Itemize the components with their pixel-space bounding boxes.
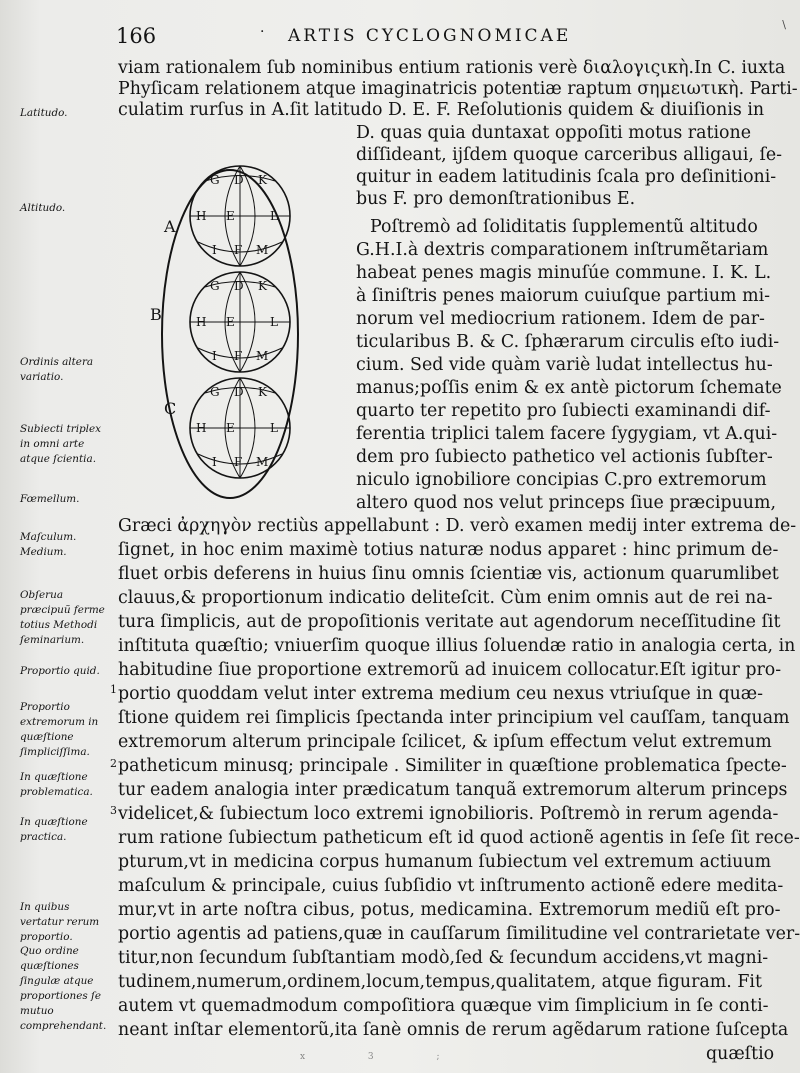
diagram-label: M	[256, 243, 269, 257]
text-line: altero quod nos velut princeps ſiue præcipuum,	[356, 493, 776, 513]
text-line: quarto ter repetito pro ſubiecti examinandi dif-	[356, 401, 771, 421]
running-head: ARTIS CYCLOGNOMICAE	[288, 26, 572, 46]
text-line: extremorum alterum principale ſcilicet, & ipſum effectum velut extremum	[118, 732, 772, 752]
bottom-marks: x 3 ;	[300, 1052, 470, 1062]
diagram-label: G	[210, 385, 220, 399]
diagram-label: D	[234, 385, 244, 399]
diagram-label: G	[210, 173, 220, 187]
margin-note: Proportio extremorum in quæſtione ſimpliciſſima.	[20, 701, 99, 758]
diagram-label: H	[196, 421, 207, 435]
diagram-label: F	[234, 349, 243, 363]
margin-note: In quibus vertatur rerum proportio.	[20, 901, 100, 943]
text-line: habeat penes magis minuſúe commune. I. K. L.	[356, 263, 772, 283]
text-line: ticularibus B. & C. ſphærarum circulis eſto iudi-	[356, 332, 780, 352]
margin-number: 3	[110, 804, 117, 817]
diagram-label: L	[270, 421, 278, 435]
text-line: fluet orbis deferens in huius ſinu omnis ſcientiæ vis, actionum quarumlibet	[118, 564, 779, 584]
text-line: patheticum minusq; principale . Similiter in quæſtione problematica ſpecte-	[118, 756, 787, 776]
margin-note: Maſculum. Medium.	[20, 531, 77, 558]
page-number: 166	[116, 24, 157, 48]
margin-note: Altitudo.	[20, 202, 66, 214]
margin-note: Fœmellum.	[20, 493, 80, 505]
diagram-label: I	[212, 243, 217, 257]
diagram-label: G	[210, 279, 220, 293]
text-line: pturum,vt in medicina corpus humanum ſubiectum vel extremum actiuum	[118, 852, 772, 872]
text-line: à ſiniſtris penes maiorum cuiuſque partium mi-	[356, 286, 771, 306]
diagram-label: D	[234, 279, 244, 293]
text-line: maſculum & principale, cuius ſubſidio vt inſtrumento actionẽ edere medita-	[118, 876, 784, 896]
text-line: autem vt quemadmodum compoſitiora quæque vim ſimplicium in ſe conti-	[118, 996, 769, 1016]
sphere-diagram	[130, 160, 350, 512]
margin-note: Proportio quid.	[20, 665, 100, 677]
diagram-label: E	[226, 315, 235, 329]
text-line: neant inſtar elementorũ,ita ſanè omnis de rerum agẽdarum ratione ſuſcepta	[118, 1020, 789, 1040]
text-line: cium. Sed vide quàm variè ludat intellectus hu-	[356, 355, 773, 375]
diagram-label: B	[150, 305, 162, 324]
text-line: D. quas quia duntaxat oppoſiti motus ratione	[356, 123, 751, 143]
text-line: quitur in eadem latitudinis ſcala pro deſinitioni-	[356, 167, 777, 187]
header-dot: ·	[260, 24, 265, 40]
margin-note: Quo ordine quæſtiones ſingulæ atque proportiones ſe mutuo comprehendant.	[20, 945, 107, 1032]
text-line: portio quoddam velut inter extrema medium ceu nexus vtriuſque in quæ-	[118, 684, 764, 704]
text-line: tur eadem analogia inter prædicatum tanquã extremorum alterum princeps	[118, 780, 788, 800]
diagram-label: L	[270, 315, 278, 329]
diagram-label: F	[234, 455, 243, 469]
text-line: videlicet,& ſubiectum loco extremi ignobilioris. Poſtremò in rerum agenda-	[118, 804, 779, 824]
margin-number: 1	[110, 683, 117, 696]
diagram-label: K	[258, 279, 267, 293]
diagram-label: F	[234, 243, 243, 257]
text-line: habitudine ſiue proportione extremorũ ad inuicem collocatur.Eſt igitur pro-	[118, 660, 782, 680]
text-line: niculo ignobiliore concipias C.pro extremorum	[356, 470, 767, 490]
diagram-label: E	[226, 209, 235, 223]
diagram-label: E	[226, 421, 235, 435]
text-line: viam rationalem ſub nominibus entium rationis verè διαλογιςικὴ.In C. iuxta	[118, 58, 786, 78]
margin-note: Ordinis altera variatio.	[20, 356, 94, 383]
text-line: dem pro ſubiecto pathetico vel actionis ſubſter-	[356, 447, 773, 467]
diagram-label: A	[164, 217, 176, 236]
diagram-label: I	[212, 349, 217, 363]
margin-number: 2	[110, 757, 117, 770]
text-line: Poſtremò ad ſoliditatis ſupplementũ altitudo	[370, 217, 758, 237]
text-line: ſignet, in hoc enim maximè totius naturæ nodus apparet : hinc primum de-	[118, 540, 779, 560]
text-line: clauus,& proportionum indicatio deliteſcit. Cùm enim omnis aut de rei na-	[118, 588, 773, 608]
page-header	[110, 18, 790, 50]
catchword: quæſtio	[706, 1044, 775, 1064]
margin-note: In quæſtione practica.	[20, 816, 88, 843]
text-line: Græci ἀρχηγὸν rectiùs appellabunt : D. verò examen medij inter extrema de-	[118, 516, 797, 536]
text-line: ſtione quidem rei ſimplicis ſpectanda inter principium vel cauſſam, tanquam	[118, 708, 790, 728]
text-line: norum vel mediocrium rationem. Idem de par-	[356, 309, 765, 329]
text-line: titur,non ſecundum ſubſtantiam modò,ſed & ſecundum accidens,vt magni-	[118, 948, 769, 968]
diagram-label: M	[256, 455, 269, 469]
diagram-label: C	[164, 399, 177, 418]
text-line: ferentia triplici talem facere ſygygiam, vt A.qui-	[356, 424, 778, 444]
margin-note: Subiecti triplex in omni arte atque ſcientia.	[20, 423, 102, 465]
diagram-label: I	[212, 455, 217, 469]
text-line: bus F. pro demonſtrationibus E.	[356, 189, 636, 209]
diagram-label: M	[256, 349, 269, 363]
text-line: rum ratione ſubiectum patheticum eſt id quod actionẽ agentis in ſeſe ſit rece-	[118, 828, 800, 848]
text-line: tura ſimplicis, aut de propoſitionis veritate aut agendorum neceſſitudine ſit	[118, 612, 781, 632]
diagram-label: K	[258, 173, 267, 187]
text-line: Phyſicam relationem atque imaginatricis potentiæ raptum σημειωτικὴ. Parti-	[118, 79, 798, 99]
diagram-label: H	[196, 209, 207, 223]
text-line: culatim rurſus in A.ſit latitudo D. E. F. Reſolutionis quidem & diuiſionis in	[118, 100, 765, 120]
text-line: G.H.I.à dextris comparationem inſtrumẽtariam	[356, 240, 769, 260]
diagram-label: D	[234, 173, 244, 187]
diagram-label: H	[196, 315, 207, 329]
diagram-label: L	[270, 209, 278, 223]
margin-note: Latitudo.	[20, 107, 68, 119]
text-line: mur,vt in arte noſtra cibus, potus, medicamina. Extremorum mediũ eſt pro-	[118, 900, 781, 920]
text-line: portio agentis ad patiens,quæ in cauſſarum ſimilitudine vel contrarietate ver-	[118, 924, 800, 944]
text-line: tudinem,numerum,ordinem,locum,tempus,qualitatem, atque figuram. Fit	[118, 972, 762, 992]
text-line: diſſideant, ijſdem quoque carceribus alligaui, ſe-	[356, 145, 783, 165]
margin-note: Obſerua præcipuũ ferme totius Methodi ſeminarium.	[20, 589, 105, 646]
text-line: inſtituta quæſtio; vniuerſim quoque illius ſoluendæ ratio in analogia certa, in	[118, 636, 796, 656]
corner-mark: \	[782, 18, 786, 31]
margin-note: In quæſtione problematica.	[20, 771, 93, 798]
diagram-label: K	[258, 385, 267, 399]
text-line: manus;poſſis enim & ex antè pictorum ſchemate	[356, 378, 782, 398]
